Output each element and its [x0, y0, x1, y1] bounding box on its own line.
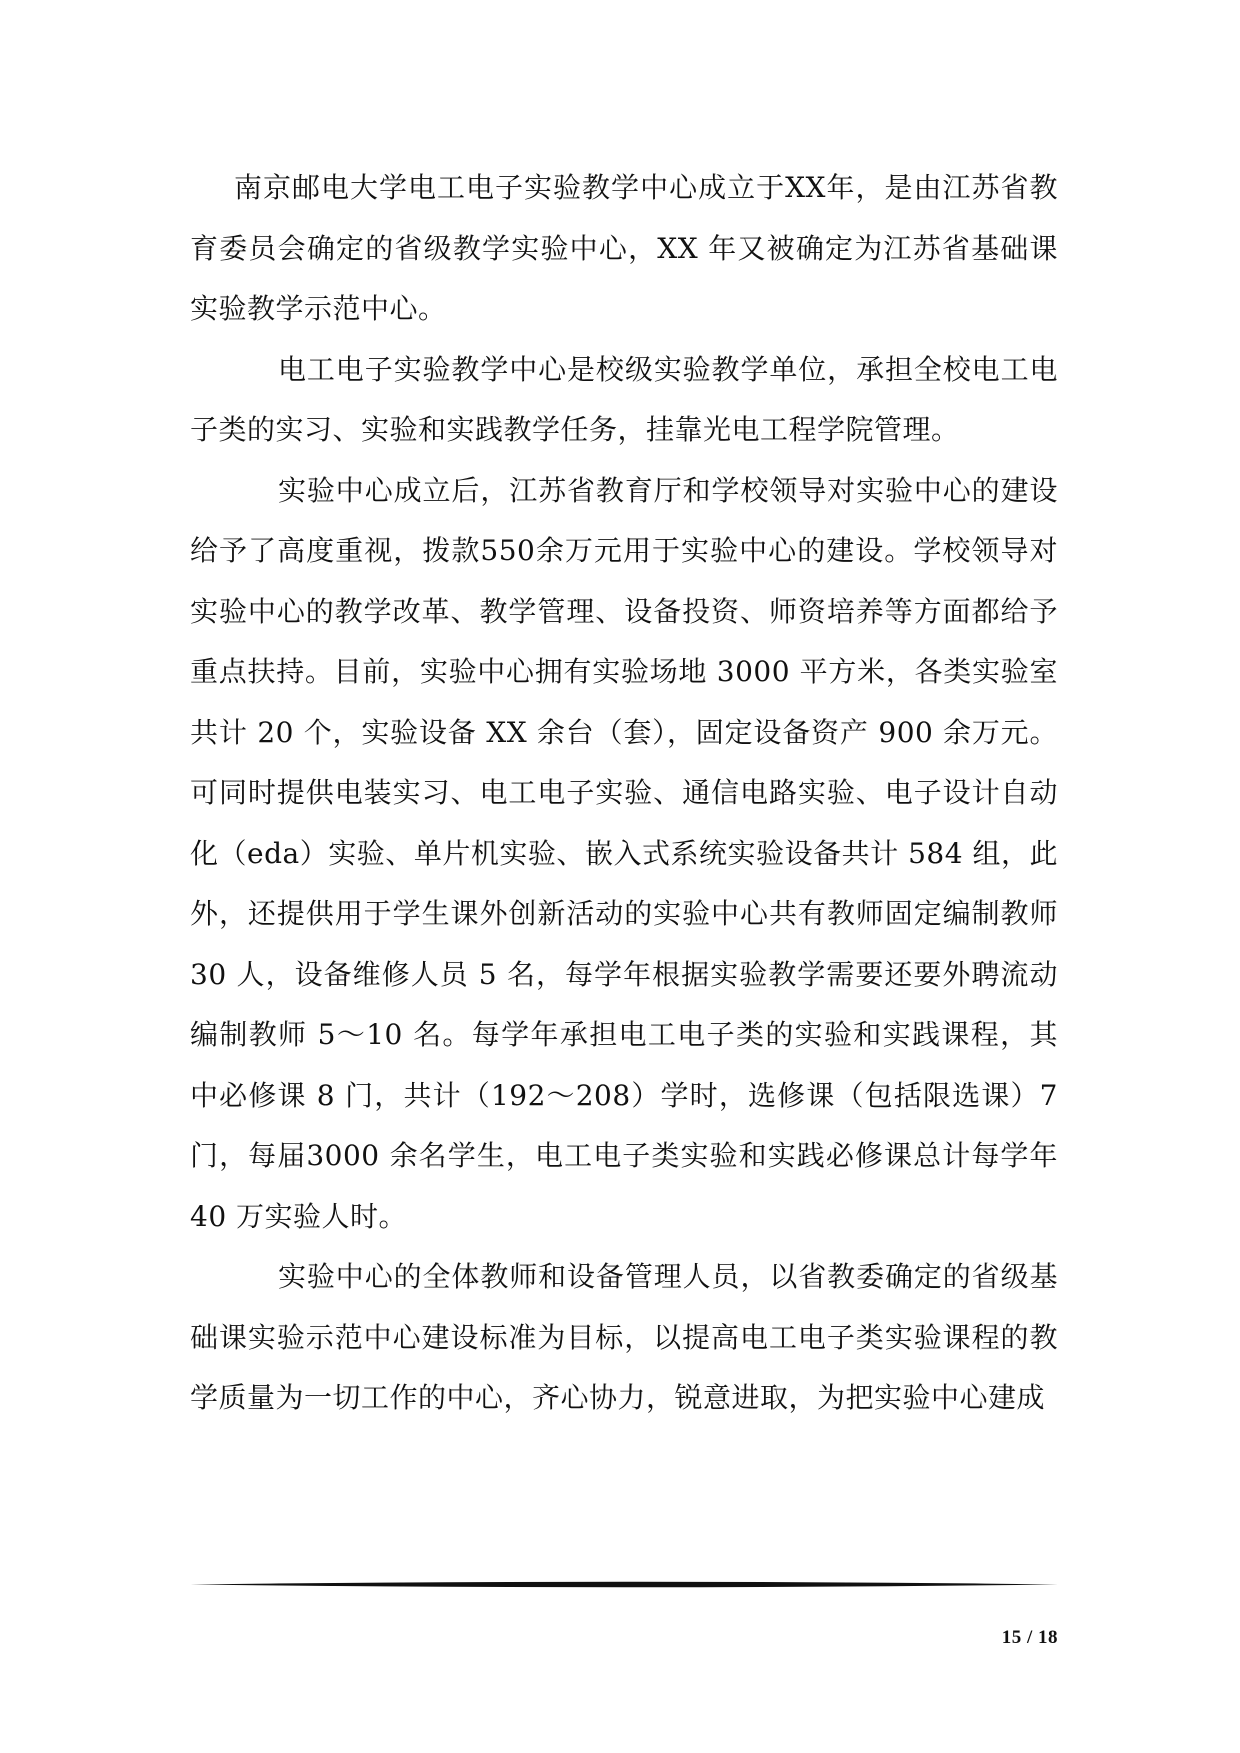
paragraph-facilities: 实验中心成立后，江苏省教育厅和学校领导对实验中心的建设给予了高度重视，拨款550余万元用于实验中心的建设。学校领导对实验中心的教学改革、教学管理、设备投资、师资培养等方面都给予重点扶持。目前，实验中心拥有实验场地 3000 平方米，各类实验室共计 20 个，实验设备 XX 余台（套），固定设备资产 900 余万元。可同时提供电装实习、电工电子实验、通信电路实验、电子设计自动化（eda）实验、单片机实验、嵌入式系统实验设备共计 584 组，此外，还提供用于学生课外创新活动的实验中心共有教师固定编制教师 30 人，设备维修人员 5 名，每学年根据实验教学需要还要外聘流动编制教师 5～10 名。每学年承担电工电子类的实验和实践课程，其中必修课 8 门，共计（192～208）学时，选修课（包括限选课）7 门，每届3000 余名学生，电工电子类实验和实践必修课总计每学年 40 万实验人时。 [190, 473, 1058, 1233]
document-body [190, 158, 1058, 1429]
paragraph-goals: 实验中心的全体教师和设备管理人员，以省教委确定的省级基础课实验示范中心建设标准为目标，以提高电工电子类实验课程的教学质量为一切工作的中心，齐心协力，锐意进取，为把实验中心建成 [190, 1260, 1058, 1414]
footer-divider [190, 1581, 1058, 1588]
paragraph-center-role: 电工电子实验教学中心是校级实验教学单位，承担全校电工电子类的实习、实验和实践教学任务，挂靠光电工程学院管理。 [190, 352, 1058, 446]
page-number: 15 / 18 [1001, 1627, 1058, 1648]
paragraph-intro: 南京邮电大学电工电子实验教学中心成立于XX年，是由江苏省教育委员会确定的省级教学实验中心，XX 年又被确定为江苏省基础课实验教学示范中心。 [190, 171, 1058, 325]
